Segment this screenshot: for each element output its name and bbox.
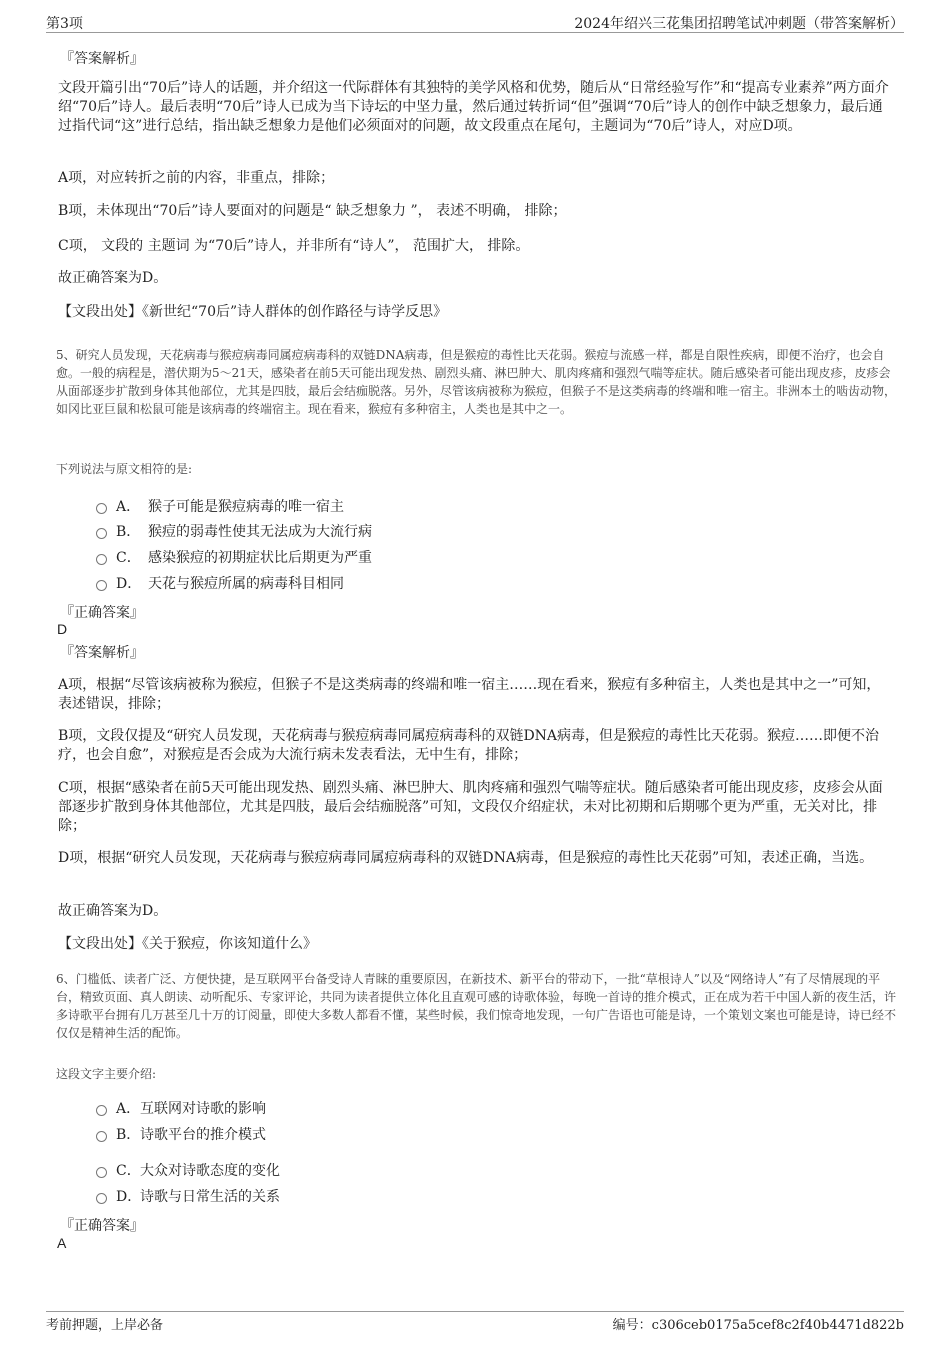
- q6-passage: 6、门槛低、读者广泛、方便快捷，是互联网平台备受诗人青睐的重要原因，在新技术、新平台的带动下，一批“草根诗人”以及“网络诗人”有了尽情展现的平台，精致页面、真人朗读、动听配乐、专家评论，共同为读者提供立体化且直观可感的诗歌体验，每晚一首诗的推介模式，正在成为若干中国人新的夜生活，许多诗歌平台拥有几万甚至几十万的订阅量，即使大多数人都看不懂，某些时候，我们惊奇地发现，一句广告语也可能是诗，一个策划文案也可能是诗，诗已经不仅仅是精神生活的配饰。: [56, 972, 897, 1040]
- option-text: 互联网对诗歌的影响: [140, 1101, 266, 1117]
- page-number: 第3项: [46, 16, 83, 32]
- radio-icon[interactable]: [96, 1131, 107, 1142]
- q4-option-a-explanation: A项，对应转折之前的内容，非重点，排除；: [58, 170, 335, 186]
- q5-answer-label: 『正确答案』: [60, 605, 144, 621]
- radio-icon[interactable]: [96, 528, 107, 539]
- radio-icon[interactable]: [96, 1105, 107, 1116]
- option-letter: B．: [116, 524, 141, 540]
- q5-answer: D: [57, 621, 68, 637]
- q5-option-b-explanation: B项，文段仅提及“研究人员发现，天花病毒与猴痘病毒同属痘病毒科的双链DNA病毒，但是猴痘的毒性比天花弱。猴痘……即便不治疗，也会自愈”，对猴痘是否会成为大流行病未发表看法，无中生有，排除；: [58, 728, 880, 763]
- q4-option-c-explanation: C项， 文段的 主题词 为“70后”诗人，并非所有“诗人”， 范围扩大， 排除。: [58, 238, 530, 254]
- radio-icon[interactable]: [96, 503, 107, 514]
- q5-option-c[interactable]: [96, 547, 372, 567]
- option-letter: C．: [116, 550, 141, 566]
- option-letter: A．: [116, 1101, 141, 1117]
- q6-option-c[interactable]: [96, 1160, 280, 1180]
- option-text: 大众对诗歌态度的变化: [140, 1163, 280, 1179]
- radio-icon[interactable]: [96, 554, 107, 565]
- radio-icon[interactable]: [96, 1193, 107, 1204]
- option-text: 诗歌与日常生活的关系: [140, 1189, 280, 1205]
- q5-option-a[interactable]: [96, 496, 344, 516]
- q5-source: 【文段出处】《关于猴痘，你该知道什么》: [58, 936, 317, 952]
- q5-conclusion: 故正确答案为D。: [58, 903, 168, 919]
- option-text: 诗歌平台的推介模式: [140, 1127, 266, 1143]
- q5-option-d-explanation: D项，根据“研究人员发现，天花病毒与猴痘病毒同属痘病毒科的双链DNA病毒，但是猴痘的毒性比天花弱”可知，表述正确，当选。: [58, 850, 874, 866]
- footer-divider: [46, 1311, 904, 1312]
- document-code: 编号：c306ceb0175a5cef8c2f40b4471d822b: [612, 1318, 904, 1333]
- q5-option-a-explanation: A项，根据“尽管该病被称为猴痘，但猴子不是这类病毒的终端和唯一宿主……现在看来，猴痘有多种宿主，人类也是其中之一”可知，表述错误，排除；: [58, 677, 881, 712]
- header-divider: [46, 32, 904, 33]
- q4-source: 【文段出处】《新世纪“70后”诗人群体的创作路径与诗学反思》: [58, 304, 448, 320]
- q6-option-b[interactable]: [96, 1124, 266, 1144]
- q4-analysis-label: 『答案解析』: [60, 51, 144, 67]
- q4-option-b-explanation: B项，未体现出“70后”诗人要面对的问题是“ 缺乏想象力 ”， 表述不明确， 排除；: [58, 203, 567, 219]
- q5-option-c-explanation: C项，根据“感染者在前5天可能出现发热、剧烈头痛、淋巴肿大、肌肉疼痛和强烈气喘等症状。随后感染者可能出现皮疹，皮疹会从面部逐步扩散到身体其他部位，尤其是四肢，最后会结痂脱落”可知，文段仅介绍症状，未对比初期和后期哪个更为严重，无关对比，排除；: [58, 780, 883, 834]
- footer-slogan: 考前押题，上岸必备: [46, 1318, 164, 1333]
- option-letter: D．: [116, 1189, 142, 1205]
- q5-option-d[interactable]: [96, 573, 344, 593]
- radio-icon[interactable]: [96, 1167, 107, 1178]
- document-title: 2024年绍兴三花集团招聘笔试冲刺题（带答案解析）: [574, 16, 904, 32]
- option-text: 感染猴痘的初期症状比后期更为严重: [148, 550, 372, 566]
- radio-icon[interactable]: [96, 580, 107, 591]
- option-text: 猴痘的弱毒性使其无法成为大流行病: [148, 524, 372, 540]
- option-letter: B．: [116, 1127, 141, 1143]
- q6-prompt: 这段文字主要介绍:: [56, 1067, 157, 1081]
- q5-option-b[interactable]: [96, 521, 372, 541]
- q4-analysis-text: 文段开篇引出“70后”诗人的话题，并介绍这一代际群体有其独特的美学风格和优势，随后从“日常经验写作”和“提高专业素养”两方面介绍“70后”诗人。最后表明“70后”诗人已成为当下诗坛的中坚力量，然后通过转折词“但”强调“70后”诗人的创作中缺乏想象力，最后通过指代词“这”进行总结，指出缺乏想象力是他们必须面对的问题，故文段重点在尾句，主题词为“70后”诗人，对应D项。: [58, 80, 889, 134]
- q5-analysis-label: 『答案解析』: [60, 645, 144, 661]
- option-letter: C．: [116, 1163, 141, 1179]
- q4-conclusion: 故正确答案为D。: [58, 270, 168, 286]
- q6-option-d[interactable]: [96, 1186, 280, 1206]
- q5-prompt: 下列说法与原文相符的是:: [56, 462, 193, 476]
- q6-answer: A: [57, 1235, 67, 1251]
- q6-answer-label: 『正确答案』: [60, 1218, 144, 1234]
- option-text: 天花与猴痘所属的病毒科目相同: [148, 576, 344, 592]
- option-letter: A．: [116, 499, 141, 515]
- q6-option-a[interactable]: [96, 1098, 266, 1118]
- q5-passage: 5、研究人员发现，天花病毒与猴痘病毒同属痘病毒科的双链DNA病毒，但是猴痘的毒性比天花弱。猴痘与流感一样，都是自限性疾病，即便不治疗，也会自愈。一般的病程是，潜伏期为5～21天，感染者在前5天可能出现发热、剧烈头痛、淋巴肿大、肌肉疼痛和强烈气喘等症状。随后感染者可能出现皮疹，皮疹会从面部逐步扩散到身体其他部位，尤其是四肢，最后会结痂脱落。另外，尽管该病被称为猴痘，但猴子不是这类病毒的终端和唯一宿主。非洲本土的啮齿动物，如冈比亚巨鼠和松鼠可能是该病毒的终端宿主。现在看来，猴痘有多种宿主，人类也是其中之一。: [56, 348, 897, 416]
- option-text: 猴子可能是猴痘病毒的唯一宿主: [148, 499, 344, 515]
- option-letter: D．: [116, 576, 142, 592]
